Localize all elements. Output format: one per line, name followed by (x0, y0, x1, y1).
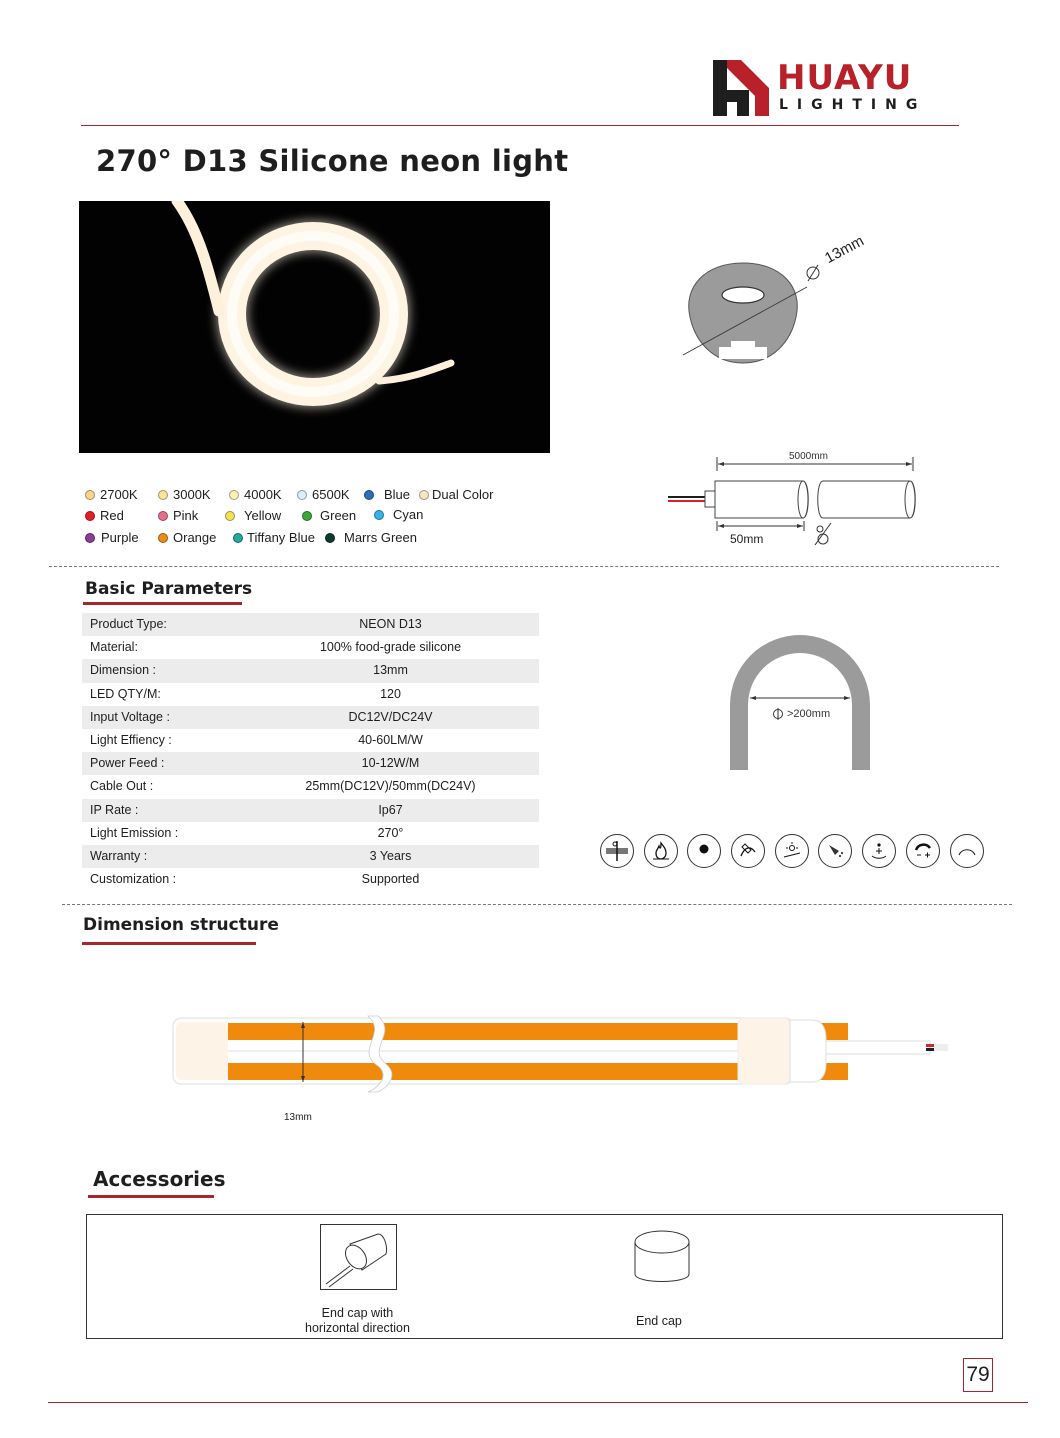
color-orange: Orange (158, 530, 216, 545)
brand-mark-icon (713, 60, 769, 116)
swatch-dot (229, 490, 239, 500)
color-red: Red (85, 508, 124, 523)
accessory-caption-2: End cap (636, 1314, 682, 1328)
table-row: IP Rate : Ip67 (82, 799, 539, 822)
table-row: Power Feed : 10-12W/M (82, 752, 539, 775)
swatch-dot (85, 533, 95, 543)
swatch-dot (233, 533, 243, 543)
installation-icon (862, 834, 896, 868)
color-purple: Purple (85, 530, 139, 545)
table-row: Warranty : 3 Years (82, 845, 539, 868)
section-underline (88, 1195, 214, 1198)
brand-name: HUAYU (777, 58, 913, 98)
color-pink: Pink (158, 508, 198, 523)
footer-rule (48, 1402, 1028, 1403)
color-marrs-green: Marrs Green (325, 530, 417, 545)
color-yellow: Yellow (225, 508, 281, 523)
diameter-label: 13mm (822, 232, 867, 268)
dot-free-icon (687, 834, 721, 868)
cross-section-diagram (675, 235, 895, 375)
color-cyan: Cyan (374, 507, 423, 522)
table-row: LED QTY/M: 120 (90, 686, 401, 701)
length-diagram (665, 455, 920, 550)
color-dual: Dual Color (419, 487, 493, 502)
table-row: Customization : Supported (90, 872, 420, 887)
accessories-box (86, 1214, 1003, 1339)
waterproof-icon (818, 834, 852, 868)
swatch-dot (158, 490, 168, 500)
color-tiffany-blue: Tiffany Blue (233, 530, 315, 545)
end-cap-icon (633, 1228, 691, 1288)
color-4000k: 4000K (229, 487, 282, 502)
color-blue: Blue (364, 487, 410, 502)
end-cap-horizontal-icon (320, 1224, 397, 1290)
table-row: Cable Out : 25mm(DC12V)/50mm(DC24V) (90, 779, 476, 794)
swatch-dot (85, 490, 95, 500)
cuttable-icon (600, 834, 634, 868)
flexible-icon (731, 834, 765, 868)
bend-radius-label: >200mm (787, 708, 831, 720)
accessories-title: Accessories (93, 1167, 226, 1191)
section-underline (82, 942, 256, 945)
length-label: 5000mm (789, 451, 828, 462)
bend-radius-diagram (722, 630, 882, 775)
color-2700k: 2700K (85, 487, 138, 502)
uv-resistant-icon (775, 834, 809, 868)
table-row: Light Effiency : 40-60LM/W (90, 732, 423, 747)
page-title: 270° D13 Silicone neon light (96, 144, 569, 178)
table-row: Light Emission : 270° (90, 825, 404, 840)
swatch-dot (419, 490, 429, 500)
color-3000k: 3000K (158, 487, 211, 502)
swatch-dot (297, 490, 307, 500)
brand-subtitle: LIGHTING (779, 97, 927, 113)
swatch-dot (225, 511, 235, 521)
swatch-dot (374, 510, 384, 520)
cut-length-label: 50mm (730, 532, 764, 546)
product-photo (79, 201, 550, 453)
feature-icons (600, 834, 993, 868)
fire-resistant-icon (644, 834, 678, 868)
page-number: 79 (963, 1358, 993, 1392)
parameter-table (82, 613, 539, 891)
swatch-dot (85, 511, 95, 521)
table-row: Product Type: NEON D13 (82, 613, 539, 636)
header-rule (81, 125, 959, 126)
dimension-structure-diagram (170, 1010, 960, 1100)
dimension-structure-title: Dimension structure (83, 915, 279, 935)
dimmable-icon (906, 834, 940, 868)
dashed-divider (62, 904, 1012, 905)
swatch-dot (302, 511, 312, 521)
swatch-dot (158, 533, 168, 543)
table-row: Material: 100% food-grade silicone (90, 640, 462, 655)
swatch-dot (364, 490, 374, 500)
accessory-caption-1: End cap with horizontal direction (305, 1306, 410, 1335)
basic-parameters-title: Basic Parameters (85, 579, 253, 599)
shape-icon (950, 834, 984, 868)
swatch-dot (325, 533, 335, 543)
section-underline (83, 602, 242, 605)
color-green: Green (302, 508, 356, 523)
color-6500k: 6500K (297, 487, 350, 502)
table-row: Dimension : 13mm (82, 659, 539, 682)
dashed-divider (49, 566, 999, 567)
structure-height-label: 13mm (284, 1112, 312, 1123)
brand-logo (713, 58, 939, 120)
table-row: Input Voltage : DC12V/DC24V (82, 706, 539, 729)
swatch-dot (158, 511, 168, 521)
